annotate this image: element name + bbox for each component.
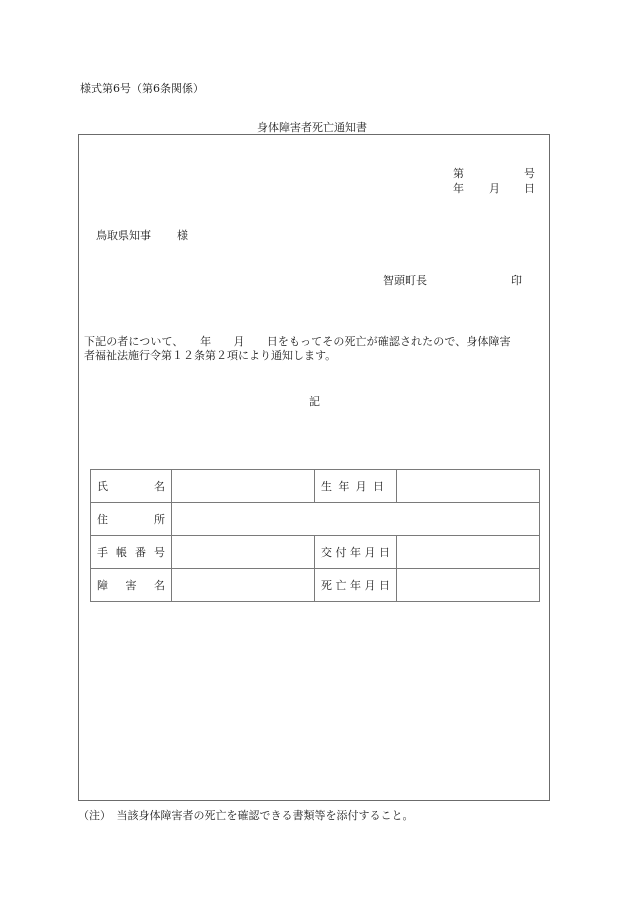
label-address: 住 所 [97,513,165,526]
label-disability-name: 障 害 名 [97,579,165,592]
issue-date-field[interactable] [397,536,540,569]
table-row [91,569,540,602]
label-death-date: 死 亡 年 月 日 [321,579,390,592]
ki-heading: 記 [309,395,320,408]
seal-mark: 印 [511,274,522,287]
date-day: 日 [524,182,535,195]
date-month: 月 [489,182,500,195]
reference-go: 号 [524,167,535,180]
handbook-number-field[interactable] [172,536,315,569]
sender-name: 智頭町長 [383,274,427,287]
name-field[interactable] [172,470,315,503]
addressee-name: 鳥取県知事 [96,229,151,242]
body-text-line2: 者福祉法施行令第１２条第２項により通知します。 [84,349,337,362]
table-row [91,470,540,503]
form-number: 様式第6号（第6条関係） [80,82,204,95]
document-title: 身体障害者死亡通知書 [257,121,367,134]
label-name: 氏 名 [97,480,165,493]
label-issue-date: 交 付 年 月 日 [321,546,390,559]
label-handbook-number: 手 帳 番 号 [97,546,165,559]
table-row [91,536,540,569]
birthdate-field[interactable] [397,470,540,503]
deceased-info-table [90,469,540,602]
death-date-field[interactable] [397,569,540,602]
reference-dai: 第 [453,167,464,180]
date-year: 年 [453,182,464,195]
table-row [91,503,540,536]
addressee-honorific: 様 [177,229,188,242]
disability-name-field[interactable] [172,569,315,602]
footnote: （注） 当該身体障害者の死亡を確認できる書類等を添付すること。 [78,809,414,822]
label-birthdate: 生 年 月 日 [321,480,384,493]
body-text-line1: 下記の者について、 年 月 日をもってその死亡が確認されたので、身体障害 [84,335,511,348]
address-field[interactable] [172,503,540,536]
